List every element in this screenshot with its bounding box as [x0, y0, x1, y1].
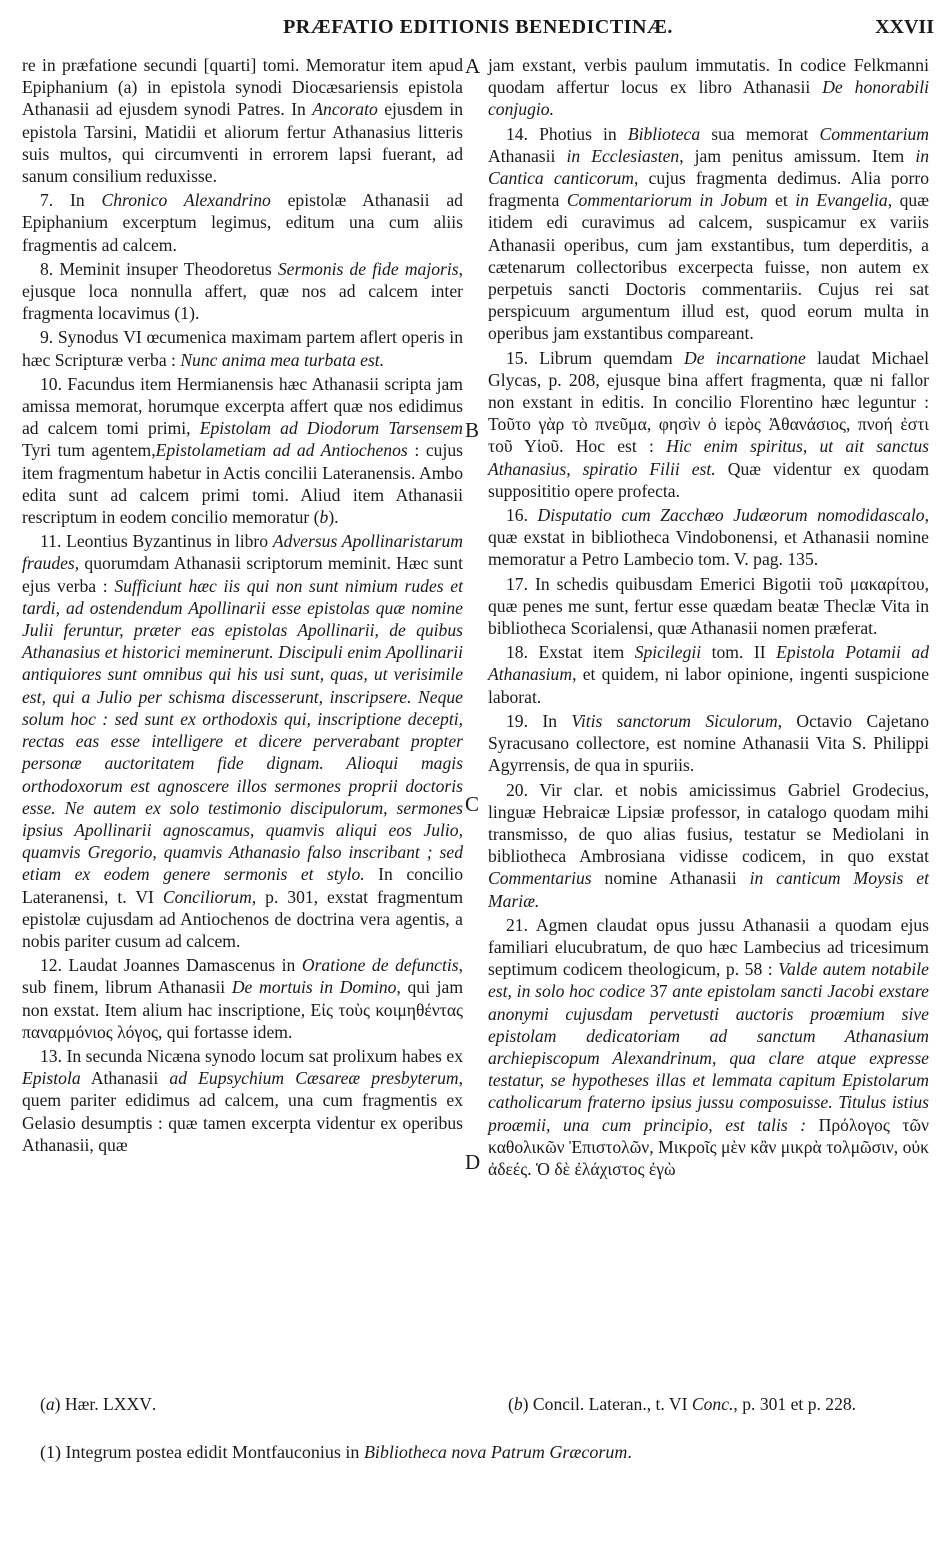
paragraph-10: 10. Facundus item Hermianensis hæc Athanasii scripta jam amissa memorat, horumque excerpta affert quæ nos edidimus ad calcem tomi primi, Epistolam ad Diodorum Tarsensem Tyri tum agentem,Epistolametiam ad ad Antiochenos : cujus item fragmentum habetur in Actis concilii Lateranensis. Ambo edita sunt ad calcem primi tomi. Aliud item Athanasii rescriptum in eodem concilio memoratur (b). [22, 373, 463, 528]
paragraph-18: 18. Exstat item Spicilegii tom. II Epistola Potamii ad Athanasium, et quidem, ni labor opinione, ingenti suspicione laborat. [488, 642, 929, 707]
paragraph-7: 7. In Chronico Alexandrino epistolæ Athanasii ad Epiphanium excerptum legimus, editum una cum aliis fragmentis ad calcem. [22, 190, 463, 255]
paragraph-21: 21. Agmen claudat opus jussu Athanasii a quodam ejus familiari elucubratum, de quo hæc Lambecius ad tricesimum septimum codicem theologicum, p. 58 : Valde autem notabile est, in solo hoc codice 37 ante epistolam sancti Jacobi exstare anonymi cujusdam pervetusti auctoris proæmium sive epistolam dedicatoriam ad sanctum Athanasium archiepiscopum Alexandrinum, qua clare atque expresse testatur, se hypotheses illas et lemmata capitum Epistolarum catholicarum fraterno ipsius jussu composuisse. Titulus istius proæmii, una cum principio, est talis : Πρόλογος τῶν καθολικῶν Ἐπιστολῶν, Μικροῖς μὲν κἂν μικρὰ τολμῶσιν, οὐκ ἀδεές. Ὁ δὲ ἐλάχιστος ἐγὼ [488, 914, 929, 1179]
right-column [488, 54, 929, 1182]
paragraph-6-continued: re in præfatione secundi [quarti] tomi. Memoratur item apud Epiphanium (a) in epistola synodi Diocæsariensis epistola Athanasii ad ejusdem synodi Patres. In Ancorato ejusdem in epistola Tarsini, Matidii et aliorum fertur Athanasius litteris suis multos, qui circumventi in errorem lapsi fuerant, ad sanum consilium reduxisse. [22, 55, 464, 187]
margin-marker-a: A [465, 54, 481, 78]
footnote-a: (a) Hær. LXXV. [40, 1394, 157, 1414]
running-title: PRÆFATIO EDITIONIS BENEDICTINÆ. [283, 16, 673, 38]
footnote-b: (b) Concil. Lateran., t. VI Conc., p. 301 et p. 228. [508, 1394, 857, 1414]
paragraph-13: 13. In secunda Nicæna synodo locum sat prolixum habes ex Epistola Athanasii ad Eupsychium Cæsareæ presbyterum, quem pariter edidimus ad calcem, una cum fragmentis ex Gelasio desumptis : quæ tamen excerpta videntur ex operibus Athanasii, quæ [22, 1045, 463, 1155]
paragraph-8: 8. Meminit insuper Theodoretus Sermonis de fide majoris, ejusque loca nonnulla affert, quæ nos ad calcem inter fragmenta locavimus (1). [22, 258, 463, 324]
footnote-1: (1) Integrum postea edidit Montfauconius in Bibliotheca nova Patrum Græcorum. [40, 1442, 632, 1462]
paragraph-14: 14. Photius in Biblioteca sua memorat Commentarium Athanasii in Ecclesiasten, jam penitus amissum. Item in Cantica canticorum, cujus fragmenta dedimus. Alia porro fragmenta Commentariorum in Jobum et in Evangelia, quæ itidem edi curavimus ad calcem, suspicamur ex variis Athanasii operibus, cum jam exstantibus, tum deperditis, a cætenarum collectoribus excerpecta fuisse, non autem ex perpetuis sancti Doctoris commentariis. Cujus rei sat perspicuum argumentum illud est, quod eorum multa in operibus jam exstantibus compareant. [488, 123, 929, 344]
paragraph-19: 19. In Vitis sanctorum Siculorum, Octavio Cajetano Syracusano collectore, est nomine Athanasii Vita S. Philippi Agyrrensis, de qua in spuriis. [488, 710, 929, 776]
paragraph-13-continued: jam exstant, verbis paulum immutatis. In codice Felkmanni quodam affertur locus ex libro Athanasii De honorabili conjugio. [488, 55, 929, 120]
paragraph-17: 17. In schedis quibusdam Emerici Bigotii τοῦ μακαρίτου, quæ penes me sunt, fertur esse quædam beatæ Theclæ Vita in bibliotheca Scorialensi, quæ Athanasii nomen præferat. [488, 573, 929, 639]
paragraph-20: 20. Vir clar. et nobis amicissimus Gabriel Grodecius, linguæ Hebraicæ Lipsiæ professor, in catalogo quodam mihi transmisso, de quo alias fusius, testatur se Mediolani in bibliotheca Ambrosiana vidisse codicem, in quo exstat Commentarius nomine Athanasii in canticum Moysis et Mariæ. [488, 779, 929, 911]
page-number: XXVII [875, 16, 934, 38]
paragraph-15: 15. Librum quemdam De incarnatione laudat Michael Glycas, p. 208, ejusque bina affert fragmenta, quæ ni fallor non exstant in editis. In concilio Florentino hæc leguntur : Τοῦτο γὰρ τὸ πνεῦμα, φησὶν ὁ ἱερὸς Ἀθανάσιος, πνοή ἐστι τοῦ Υἱοῦ. Hoc est : Hic enim spiritus, ut ait sanctus Athanasius, spiratio Filii est. Quæ videntur ex quodam supposititio opere profecta. [488, 347, 930, 501]
paragraph-9: 9. Synodus VI œcumenica maximam partem aflert operis in hæc Scripturæ verba : Nunc anima mea turbata est. [22, 327, 463, 370]
paragraph-16: 16. Disputatio cum Zacchæo Judæorum nomodidascalo, quæ exstat in bibliotheca Vindobonensi, et Athanasii nomine memoratur a Petro Lambecio tom. V. pag. 135. [488, 505, 929, 570]
paragraph-11: 11. Leontius Byzantinus in libro Adversus Apollinaristarum fraudes, quorumdam Athanasii scriptorum meminit. Hæc sunt ejus verba : Sufficiunt hæc iis qui non sunt nimium rudes et tardi, ad ostendendum Apollinarii esse epistolas quæ nomine Julii feruntur, præter eas epistolas Apollinarii, de quibus Athanasius et historici meminerunt. Discipuli enim Apollinarii antiquiores sunt omnibus qui his usi sunt, quas, ut verisimile est, qui a Julio per schisma discesserunt, inscripsere. Neque solum hoc : sed sunt ex orthodoxis qui, inscriptione decepti, rectas eas esse intelligere et dicere perverabant propter personæ auctoritatem fide dignam. Alioqui magis orthodoxorum est agnoscere illos sermones proprii doctoris esse. Ne autem ex solo testimonio discipulorum, sermones ipsius Apollinarii agnoscamus, quamvis aliqui eos Julio, quamvis Gregorio, quamvis Athanasio falso inscribant ; sed etiam ex eodem genere sermonis et stylo. In concilio Lateranensi, t. VI Conciliorum, p. 301, exstat fragmentum epistolæ cujusdam ad Antiochenos de doctrina vera agentis, a nobis pariter cusum ad calcem. [22, 531, 464, 951]
margin-marker-b: B [465, 418, 480, 442]
left-column [22, 54, 463, 1158]
margin-marker-c: C [465, 792, 480, 816]
page-header [22, 2, 934, 42]
margin-marker-d: D [465, 1150, 481, 1174]
paragraph-12: 12. Laudat Joannes Damascenus in Oratione de defunctis, sub finem, librum Athanasii De mortuis in Domino, qui jam non exstat. Item alium hac inscriptione, Εἰς τοὺς κοιμηθέντας παναρμόνιος λόγος, qui fortasse idem. [22, 955, 464, 1042]
